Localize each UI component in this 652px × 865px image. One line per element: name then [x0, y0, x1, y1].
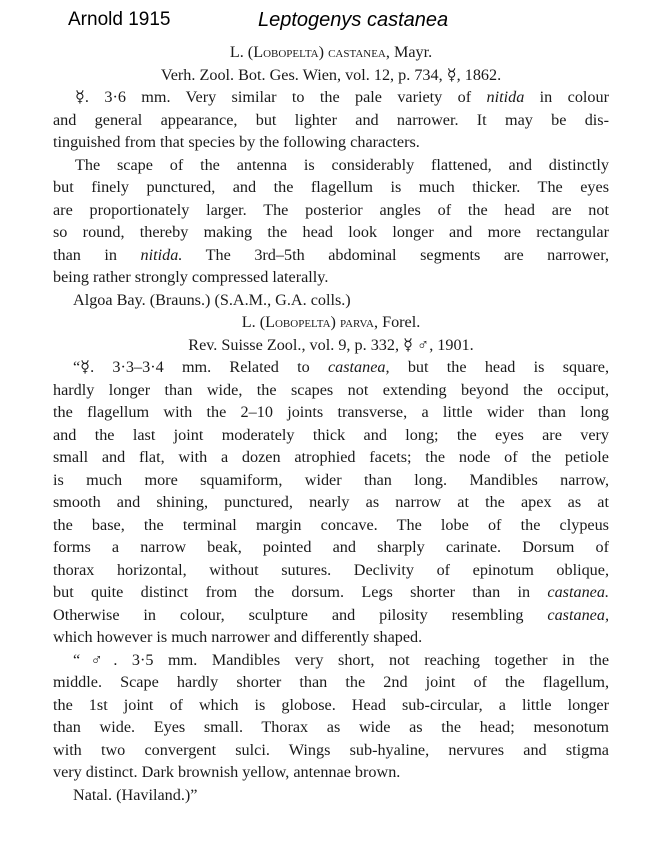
text-line: the base, the terminal margin concave. The lobe of the clypeus [53, 515, 609, 534]
entry1-characters-paragraph [53, 154, 609, 289]
entry2-heading: L. (Lobopelta) parva, Forel. [241, 313, 421, 331]
text-line: and general appearance, but lighter and narrower. It may be dis- [53, 110, 609, 129]
entry2-male-description [53, 649, 609, 784]
text-line: middle. Scape hardly shorter than the 2nd joint of the flagellum, [53, 673, 609, 691]
entry1-heading: L. (Lobopelta) castanea, Mayr. [229, 43, 433, 61]
entry1-reference: Verh. Zool. Bot. Ges. Wien, vol. 12, p. 734, ☿, 1862. [160, 65, 502, 84]
text-line: but finely punctured, and the flagellum is much thicker. The eyes [53, 178, 609, 196]
text-line: small and flat, with a dozen atrophied facets; the node of the petiole [53, 448, 609, 466]
entry2-worker-description [53, 356, 609, 649]
text-line: being rather strongly compressed laterally. [53, 268, 329, 286]
text-line: forms a narrow beak, pointed and sharply carinate. Dorsum of [53, 538, 609, 556]
text-line: than in nitida. The 3rd–5th abdominal segments are narrower, [53, 245, 609, 264]
text-line: are proportionately larger. The posterior angles of the head are not [53, 200, 609, 219]
text-line: “♂. 3·5 mm. Mandibles very short, not reaching together in the [73, 650, 609, 669]
entry2-reference: Rev. Suisse Zool., vol. 9, p. 332, ☿ ♂, 1901. [188, 335, 474, 354]
entry1-locality: Algoa Bay. (Brauns.) (S.A.M., G.A. colls.) [73, 290, 351, 309]
text-line: tinguished from that species by the following characters. [53, 133, 420, 151]
text-line: which however is much narrower and differently shaped. [53, 628, 423, 646]
text-line: but quite distinct from the dorsum. Legs shorter than in castanea. [53, 583, 609, 601]
text-line: thorax horizontal, without sutures. Declivity of epinotum oblique, [53, 560, 609, 579]
text-line: Otherwise in colour, sculpture and pilosity resembling castanea, [53, 605, 609, 624]
text-line: the 1st joint of which is globose. Head sub-circular, a little longer [53, 695, 609, 714]
header-author-year: Arnold 1915 [68, 9, 171, 30]
text-line: “☿. 3·3–3·4 mm. Related to castanea, but the head is square, [73, 358, 609, 376]
text-line: hardly longer than wide, the scapes not extending beyond the occiput, [53, 380, 609, 399]
text-line: the flagellum with the 2–10 joints transverse, a little wider than long [53, 403, 609, 421]
entry2-locality: Natal. (Haviland.)” [73, 785, 198, 804]
text-line: very distinct. Dark brownish yellow, antennae brown. [53, 763, 401, 781]
text-line: ☿. 3·6 mm. Very similar to the pale variety of nitida in colour [75, 88, 609, 106]
text-line: and the last joint moderately thick and long; the eyes are very [53, 425, 609, 444]
text-line: with two convergent sulci. Wings sub-hyaline, nervures and stigma [53, 740, 609, 759]
header-species-title: Leptogenys castanea [258, 9, 449, 31]
text-line: so round, thereby making the head look longer and more rectangular [53, 223, 609, 241]
document-body [53, 41, 609, 806]
text-line: The scape of the antenna is considerably flattened, and distinctly [75, 155, 609, 174]
text-line: than wide. Eyes small. Thorax as wide as the head; mesonotum [53, 718, 609, 736]
entry1-worker-description [53, 86, 609, 154]
text-line: smooth and shining, punctured, nearly as narrow at the apex as at [53, 493, 609, 511]
text-line: is much more squamiform, wider than long. Mandibles narrow, [53, 470, 609, 489]
